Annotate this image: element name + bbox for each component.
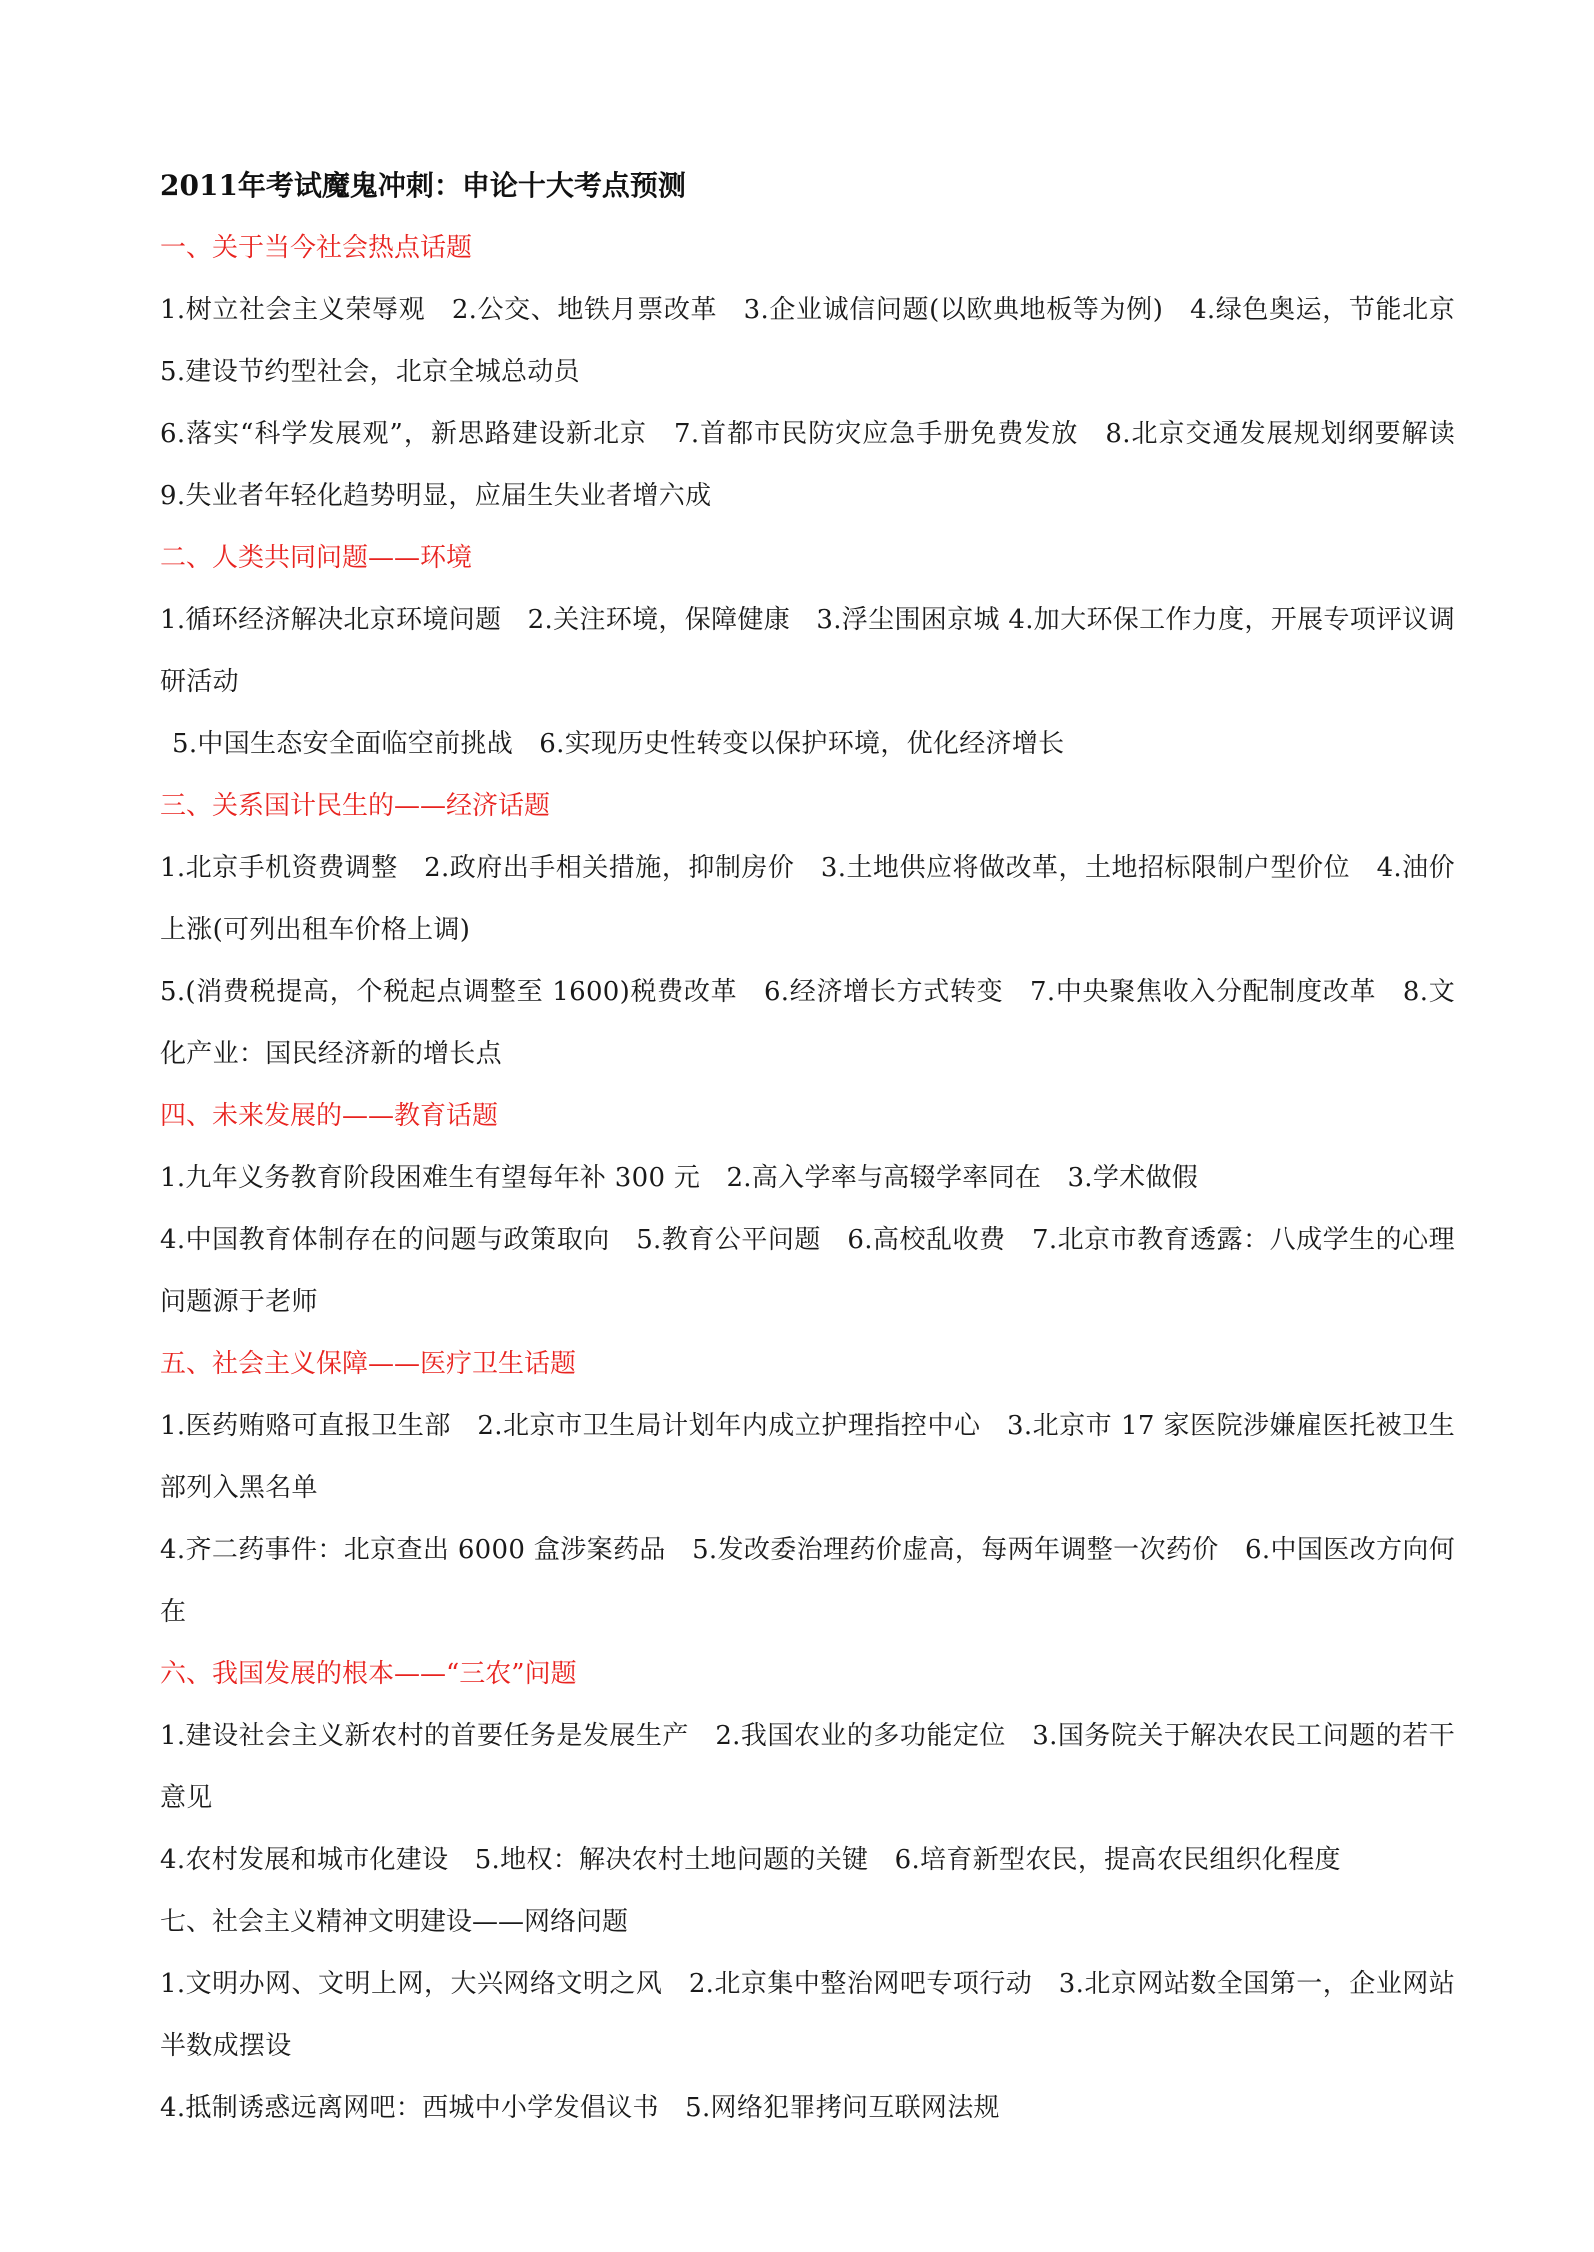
section-paragraph: 1.建设社会主义新农村的首要任务是发展生产 2.我国农业的多功能定位 3.国务院关于解决农民工问题的若干意见 bbox=[160, 1721, 1455, 1813]
section-paragraph: 5.中国生态安全面临空前挑战 6.实现历史性转变以保护环境，优化经济增长 bbox=[172, 729, 1065, 759]
document-title: 2011年考试魔鬼冲刺：申论十大考点预测 bbox=[160, 169, 686, 202]
section-7 bbox=[160, 1891, 1455, 2139]
section-paragraph: 4.中国教育体制存在的问题与政策取向 5.教育公平问题 6.高校乱收费 7.北京市教育透露：八成学生的心理问题源于老师 bbox=[160, 1225, 1455, 1317]
section-4 bbox=[160, 1085, 1455, 1333]
section-heading: 四、未来发展的——教育话题 bbox=[160, 1101, 499, 1131]
section-paragraph: 1.北京手机资费调整 2.政府出手相关措施，抑制房价 3.土地供应将做改革，土地招标限制户型价位 4.油价上涨(可列出租车价格上调) bbox=[160, 853, 1455, 945]
section-heading: 六、我国发展的根本——“三农”问题 bbox=[160, 1659, 577, 1689]
section-paragraph: 4.农村发展和城市化建设 5.地权：解决农村土地问题的关键 6.培育新型农民，提高农民组织化程度 bbox=[160, 1845, 1341, 1875]
section-paragraph: 1.循环经济解决北京环境问题 2.关注环境，保障健康 3.浮尘围困京城 4.加大环保工作力度，开展专项评议调研活动 bbox=[160, 605, 1455, 697]
section-5 bbox=[160, 1333, 1455, 1643]
section-heading: 七、社会主义精神文明建设——网络问题 bbox=[160, 1907, 629, 1937]
section-heading: 五、社会主义保障——医疗卫生话题 bbox=[160, 1349, 577, 1379]
section-paragraph: 4.抵制诱惑远离网吧：西城中小学发倡议书 5.网络犯罪拷问互联网法规 bbox=[160, 2093, 1000, 2123]
section-6 bbox=[160, 1643, 1455, 1891]
section-paragraph: 1.树立社会主义荣辱观 2.公交、地铁月票改革 3.企业诚信问题(以欧典地板等为例) 4.绿色奥运，节能北京 5.建设节约型社会，北京全城总动员 bbox=[160, 295, 1482, 387]
section-heading: 三、关系国计民生的——经济话题 bbox=[160, 791, 551, 821]
section-paragraph: 4.齐二药事件：北京查出 6000 盒涉案药品 5.发改委治理药价虚高，每两年调整一次药价 6.中国医改方向何在 bbox=[160, 1535, 1455, 1627]
document-page bbox=[160, 155, 1482, 2139]
section-paragraph: 5.(消费税提高，个税起点调整至 1600)税费改革 6.经济增长方式转变 7.中央聚焦收入分配制度改革 8.文化产业：国民经济新的增长点 bbox=[160, 977, 1455, 1069]
section-paragraph: 6.落实“科学发展观”，新思路建设新北京 7.首都市民防灾应急手册免费发放 8.北京交通发展规划纲要解读 9.失业者年轻化趋势明显，应届生失业者增六成 bbox=[160, 419, 1482, 511]
section-paragraph: 1.文明办网、文明上网，大兴网络文明之风 2.北京集中整治网吧专项行动 3.北京网站数全国第一，企业网站半数成摆设 bbox=[160, 1969, 1455, 2061]
section-1 bbox=[160, 217, 1482, 527]
section-paragraph: 1.九年义务教育阶段困难生有望每年补 300 元 2.高入学率与高辍学率同在 3.学术做假 bbox=[160, 1163, 1199, 1193]
section-heading: 一、关于当今社会热点话题 bbox=[160, 233, 473, 263]
section-2 bbox=[160, 527, 1455, 775]
section-paragraph: 1.医药贿赂可直报卫生部 2.北京市卫生局计划年内成立护理指控中心 3.北京市 17 家医院涉嫌雇医托被卫生部列入黑名单 bbox=[160, 1411, 1455, 1503]
section-heading: 二、人类共同问题——环境 bbox=[160, 543, 473, 573]
section-3 bbox=[160, 775, 1455, 1085]
